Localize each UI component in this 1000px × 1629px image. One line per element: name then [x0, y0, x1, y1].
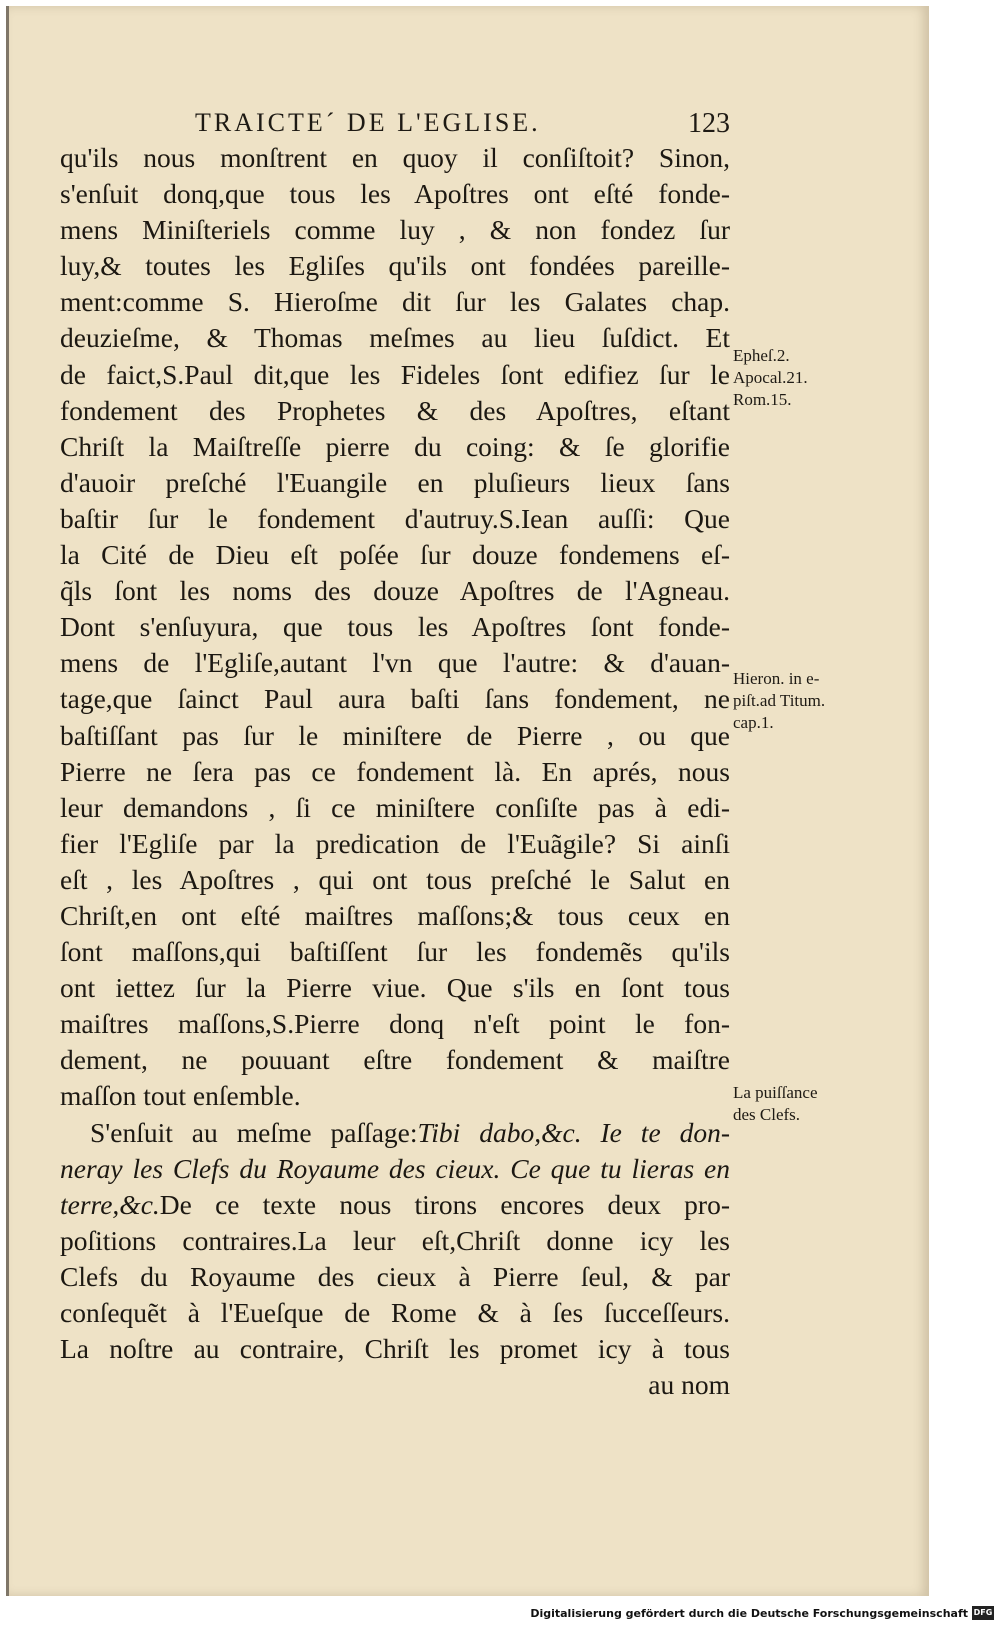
marginal-note-hieron [733, 668, 883, 734]
text-line: Chriſt la Maiſtreſſe pierre du coing: & ſe glorifie [60, 430, 730, 462]
text-line: Dont s'enſuyura, que tous les Apoſtres ſont fonde- [60, 611, 730, 643]
marginal-ref: Apocal.21. [733, 368, 808, 387]
main-text [60, 140, 730, 1403]
text-line: Clefs du Royaume des cieux à Pierre ſeul, & par [60, 1260, 730, 1292]
marginal-note-ephesians [733, 345, 883, 411]
text-line: Pierre ne ſera pas ce fondement là. En aprés, nous [60, 755, 730, 787]
text-line: mens Miniſteriels comme luy , & non fondez ſur [60, 214, 730, 246]
text-line: leur demandons , ſi ce miniſtere conſiſte pas à edi- [60, 791, 730, 823]
text-line: fondement des Prophetes & des Apoſtres, eſtant [60, 394, 730, 426]
text-line: d'auoir preſché l'Euangile en pluſieurs lieux ſans [60, 466, 730, 498]
text-line: ſont maſſons,qui baſtiſſent ſur les fondemẽs qu'ils [60, 936, 730, 968]
marginal-ref: cap.1. [733, 713, 774, 732]
latin-quote: Tibi dabo,&c. Ie te don- [417, 1116, 730, 1148]
text-line: conſequẽt à l'Eueſque de Rome & à ſes ſucceſſeurs. [60, 1297, 730, 1328]
text-line: eſt , les Apoſtres , qui ont tous preſché le Salut en [60, 863, 730, 895]
text-line: qu'ils nous monſtrent en quoy il conſiſtoit? Sinon, [60, 142, 730, 173]
text-line: Chriſt,en ont eſté maiſtres maſſons;& tous ceux en [60, 899, 730, 931]
text-line: baſtir ſur le fondement d'autruy.S.Iean auſſi: Que [60, 502, 730, 534]
text-line: maſſon tout enſemble. [60, 1080, 301, 1112]
text-line: fier l'Egliſe par la predication de l'Euãgile? Si ainſi [60, 827, 730, 859]
mixed-line [60, 1187, 730, 1223]
text-line: baſtiſſant pas ſur le miniſtere de Pierre , ou que [60, 719, 730, 751]
marginal-ref: piſt.ad Titum. [733, 691, 826, 710]
marginal-note-clefs [733, 1082, 883, 1126]
roman-text: S'enſuit au meſme paſſage: [90, 1116, 418, 1148]
text-line: mens de l'Egliſe,autant l'vn que l'autre: & d'auan- [60, 647, 730, 679]
dfg-logo: DFG [972, 1606, 994, 1620]
text-line: dement, ne pouuant eſtre fondement & maiſtre [60, 1044, 730, 1076]
text-line: deuzieſme, & Thomas meſmes au lieu ſuſdict. Et [60, 322, 730, 354]
text-line: ont iettez ſur la Pierre viue. Que s'ils en ſont tous [60, 972, 730, 1004]
roman-text: De ce texte nous tirons encores deux pro- [159, 1188, 730, 1220]
marginal-heading: La puiſſance [733, 1083, 818, 1102]
text-line: luy,& toutes les Egliſes qu'ils ont fondées pareille- [60, 250, 730, 282]
text-line: tage,que ſainct Paul aura baſti ſans fondement, ne [60, 683, 730, 715]
text-line: la Cité de Dieu eſt poſée ſur douze fondemens eſ- [60, 539, 730, 571]
paragraph-start-line [60, 1115, 730, 1151]
funding-credit: Digitalisierung gefördert durch die Deutsche Forschungsgemeinschaft [530, 1607, 968, 1620]
running-title: TRAICTE´ DE L'EGLISE. [195, 108, 541, 137]
text-line: de faict,S.Paul dit,que les Fideles ſont edifiez ſur le [60, 358, 730, 390]
italic-text: terre,&c. [60, 1188, 160, 1220]
text-line: maiſtres maſſons,S.Pierre donq n'eſt point le fon- [60, 1008, 730, 1040]
text-line: La noſtre au contraire, Chriſt les promet icy à tous [60, 1333, 730, 1365]
running-header [195, 108, 730, 140]
marginal-ref: Rom.15. [733, 390, 792, 409]
catchword: au nom [648, 1369, 730, 1401]
page-number: 123 [688, 108, 730, 139]
marginal-ref: Hieron. in e- [733, 669, 820, 688]
text-line: q̃ls ſont les noms des douze Apoſtres de l'Agneau. [60, 575, 730, 607]
digitization-footer [0, 1600, 1000, 1629]
text-line: s'enſuit donq,que tous les Apoſtres ont eſté fonde- [60, 178, 730, 210]
marginal-heading: des Clefs. [733, 1105, 801, 1124]
text-line: poſitions contraires.La leur eſt,Chriſt donne icy les [60, 1224, 730, 1256]
italic-line: neray les Clefs du Royaume des cieux. Ce que tu lieras en [60, 1152, 730, 1184]
text-line: ment:comme S. Hieroſme dit ſur les Galates chap. [60, 286, 730, 318]
marginal-ref: Epheſ.2. [733, 346, 790, 365]
